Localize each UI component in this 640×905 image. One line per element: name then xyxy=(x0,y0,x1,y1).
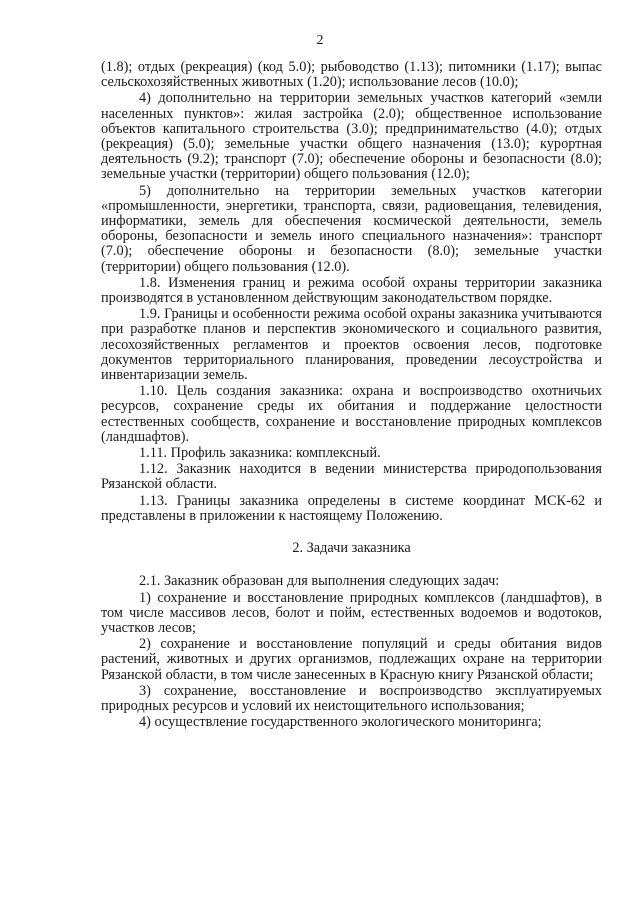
task-item-1: 1) сохранение и восстановление природных комплексов (ландшафтов), в том числе массивов лесов, болот и пойм, естественных водоемов и водотоков, участков лесов; xyxy=(101,589,602,636)
paragraph-item-4: 4) дополнительно на территории земельных участков категорий «земли населенных пунктов»: жилая застройка (2.0); общественное использование объектов капитального строительства (3.0); предпринимательство (4.0); отдых (рекреация) (5.0); земельные участки общего назначения (13.0); курортная деятельность (9.2); транспорт (7.0); обеспечение обороны и безопасности (8.0); земельные участки (территории) общего пользования (12.0); xyxy=(101,90,602,183)
paragraph-2-1: 2.1. Заказник образован для выполнения следующих задач: xyxy=(139,573,500,590)
task-item-4: 4) осуществление государственного экологического мониторинга; xyxy=(139,714,542,731)
document-body xyxy=(101,60,602,730)
paragraph-1-10: 1.10. Цель создания заказника: охрана и воспроизводство охотничьих ресурсов, сохранение среды их обитания и поддержание целостности естественных сообществ, сохранение и восстановление природных комплексов (ландшафтов). xyxy=(101,383,602,445)
task-item-3: 3) сохранение, восстановление и воспроизводство эксплуатируемых природных ресурсов и условий их неистощительного использования; xyxy=(101,682,602,714)
paragraph-1-8: 1.8. Изменения границ и режима особой охраны территории заказника производятся в установленном действующим законодательством порядке. xyxy=(101,274,602,307)
task-item-2: 2) сохранение и восстановление популяций и среды обитания видов растений, животных и других организмов, подлежащих охране на территории Рязанской области, в том числе занесенных в Красную книгу Рязанской области; xyxy=(101,636,602,683)
paragraph-continuation: (1.8); отдых (рекреация) (код 5.0); рыбоводство (1.13); питомники (1.17); выпас сельскохозяйственных животных (1.20); использование лесов (10.0); xyxy=(101,59,602,91)
paragraph-1-9: 1.9. Границы и особенности режима особой охраны заказника учитываются при разработке планов и перспектив экономического и социального развития, лесохозяйственных регламентов и проектов освоения лесов, подготовке документов территориального планирования, проведении лесоустройства и инвентаризации земель. xyxy=(101,306,602,384)
section-heading: 2. Задачи заказника xyxy=(292,540,411,557)
page-number: 2 xyxy=(316,33,324,48)
paragraph-item-5: 5) дополнительно на территории земельных участков категории «промышленности, энергетики, транспорта, связи, радиовещания, телевидения, информатики, земель для обеспечения космической деятельности, земель обороны, безопасности и земель иного специального назначения»: транспорт (7.0); обеспечение обороны и безопасности (8.0); земельные участки (территории) общего пользования (12.0). xyxy=(101,182,602,275)
paragraph-1-12: 1.12. Заказник находится в ведении министерства природопользования Рязанской области. xyxy=(101,461,602,493)
paragraph-1-13: 1.13. Границы заказника определены в системе координат МСК-62 и представлены в приложении к настоящему Положению. xyxy=(101,492,602,524)
paragraph-1-11: 1.11. Профиль заказника: комплексный. xyxy=(139,445,381,462)
